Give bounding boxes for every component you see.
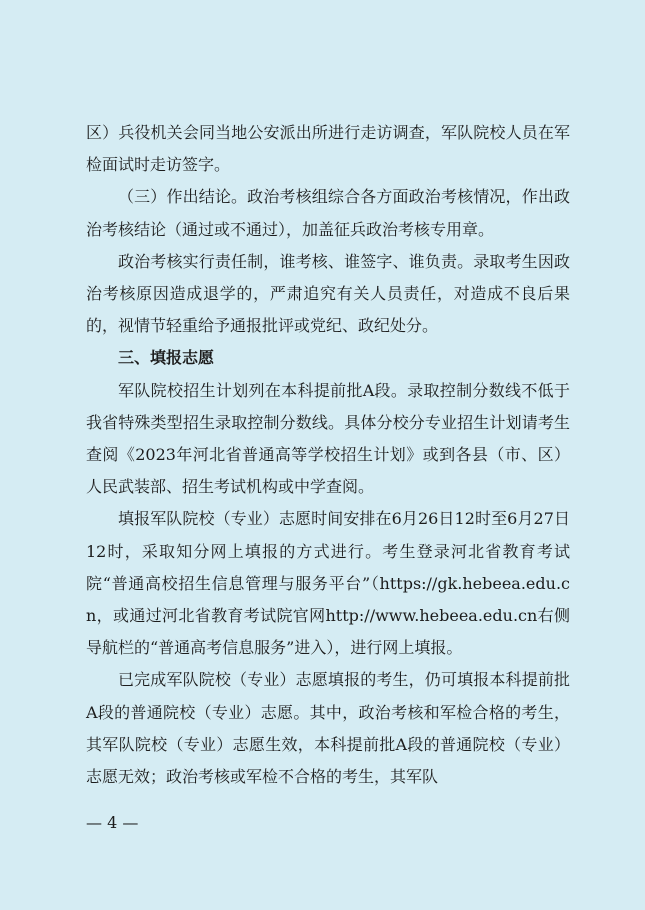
paragraph-conclusion: （三）作出结论。政治考核组综合各方面政治考核情况，作出政治考核结论（通过或不通过），加盖征兵政治考核专用章。: [86, 187, 570, 239]
paragraph-admission-plan: 军队院校招生计划列在本科提前批A段。录取控制分数线不低于我省特殊类型招生录取控制分数线。具体分校分专业招生计划请考生查阅《2023年河北省普通高等学校招生计划》或到各县（市、区）人民武装部、招生考试机构或中学查阅。: [86, 380, 570, 497]
paragraph-completed-filing: 已完成军队院校（专业）志愿填报的考生，仍可填报本科提前批A段的普通院校（专业）志愿。其中，政治考核和军检合格的考生，其军队院校（专业）志愿生效，本科提前批A段的普通院校（专业）志愿无效；政治考核或军检不合格的考生，其军队: [86, 670, 570, 787]
paragraph-visit-survey: 区）兵役机关会同当地公安派出所进行走访调查，军队院校人员在军检面试时走访签字。: [86, 123, 570, 175]
paragraph-filing-time: 填报军队院校（专业）志愿时间安排在6月26日12时至6月27日12时，采取知分网上填报的方式进行。考生登录河北省教育考试院“普通高校招生信息管理与服务平台”（https://gk.hebeea.edu.cn，或通过河北省教育考试院官网http://www.hebeea.edu.cn右侧导航栏的“普通高考信息服务”进入），进行网上填报。: [86, 509, 570, 658]
section-heading-fill-preferences: 三、填报志愿: [118, 348, 215, 368]
page-number: — 4 —: [86, 813, 139, 832]
paragraph-responsibility: 政治考核实行责任制，谁考核、谁签字、谁负责。录取考生因政治考核原因造成退学的，严肃追究有关人员责任，对造成不良后果的，视情节轻重给予通报批评或党纪、政纪处分。: [86, 251, 570, 336]
document-body: [86, 117, 570, 793]
